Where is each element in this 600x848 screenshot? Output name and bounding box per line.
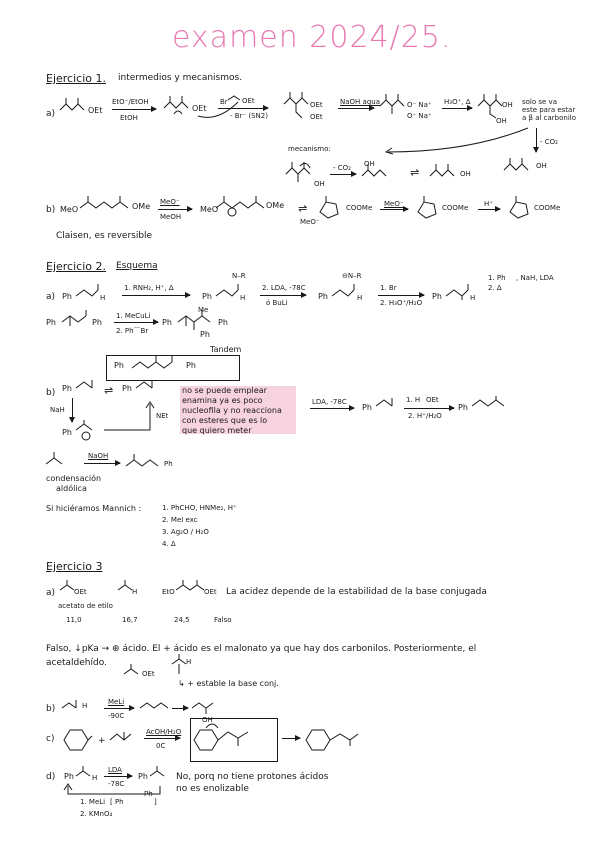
ex3-d-sub1b: [ Ph — [110, 798, 124, 806]
ex3-d-ph2: Ph — [138, 772, 148, 781]
ex1-a-note3: a β al carbonilo — [522, 114, 577, 122]
ex2-a-h2: H — [240, 294, 246, 302]
ex3-false-h: H — [186, 658, 192, 666]
ex3-a-mol1: OEt — [74, 588, 87, 596]
ex1-b-arrow1 — [158, 209, 192, 210]
ex2-a-ph4: Ph — [432, 292, 442, 301]
ex3-c-label: c) — [46, 734, 55, 744]
ex2-a-reag4c: 2. Δ — [488, 284, 502, 292]
ex1-mech-oh3: OH — [460, 170, 471, 178]
ex2-b-net-arrow — [104, 400, 154, 434]
ex2-b-note1: no se puede emplear — [182, 386, 267, 395]
ex3-a-mol3b: OEt — [204, 588, 217, 596]
ex3-b-label: b) — [46, 704, 56, 714]
ex2-b-mol2 — [136, 378, 160, 394]
ex2-b-reag2c: 2. H⁺/H₂O — [408, 412, 442, 420]
ex2-b-nah: NaH — [50, 406, 65, 414]
ex2-a-ph2: Ph — [202, 292, 212, 301]
ex1-mech-oh2: OH — [364, 160, 375, 168]
ex3-d-text2: no es enolizable — [176, 784, 249, 794]
ex2-a-reag2b: ó BuLi — [266, 299, 288, 307]
ex2-a-reag1: 1. RNH₂, H⁺, Δ — [124, 284, 174, 292]
ex2-a-arrow3 — [378, 295, 424, 296]
ex2-a-reag4: 1. Ph — [488, 274, 506, 282]
ex1-b-meo: MeO⁻ — [300, 218, 320, 226]
ex2-heading: Ejercicio 2. — [46, 260, 106, 273]
ex2-b-ph-low: Ph — [62, 428, 72, 437]
ex1-b-start-skeleton — [80, 196, 132, 214]
ex3-false-text2: acetaldehído. — [46, 658, 107, 668]
ex3-false-note: ↳ + estable la base conj. — [178, 679, 279, 688]
ex1-b-reag1b: MeOH — [160, 213, 182, 221]
ex1-a-int1-skeleton — [164, 94, 194, 118]
ex1-a-arrow1 — [112, 109, 156, 110]
ex1-a-final: OH — [536, 162, 547, 170]
ex2-b-arrow2 — [404, 408, 454, 409]
ex3-a-mol3: EtO — [162, 588, 175, 596]
ex2-b-mol3 — [376, 396, 400, 412]
ex1-a-arrow4 — [442, 108, 472, 109]
ex2-b-ph2: Ph — [122, 384, 132, 393]
ex3-b-oh: OH — [202, 716, 213, 724]
ex2-a-nr: N–R — [232, 272, 246, 280]
ex2-c-note2: aldólica — [56, 484, 87, 493]
ex2-b-note2: enamina ya es poco — [182, 396, 263, 405]
ex2-a-arrow1 — [122, 295, 190, 296]
ex1-b-arrow3 — [478, 209, 500, 210]
ex3-false-oet: OEt — [142, 670, 155, 678]
ex3-a-text: La acidez depende de la estabilidad de la base conjugada — [226, 587, 487, 597]
ex2-a-reag5: 1. MeCuLi — [116, 312, 151, 320]
ex2-a-reag4b: , NaH, LDA — [516, 274, 554, 282]
ex1-a-reag2c: - Br⁻ (SN2) — [230, 112, 268, 120]
ex3-b-mol1 — [62, 698, 84, 712]
ex2-a-arrow5 — [114, 322, 158, 323]
ex1-topic: intermedios y mecanismos. — [118, 73, 243, 83]
ex1-b-reag2: MeO⁻ — [384, 200, 404, 208]
ex2-a-arrow2 — [260, 295, 306, 296]
ex2-a-label: a) — [46, 292, 56, 302]
ex3-b-mol3 — [192, 698, 218, 718]
ex2-mannich-3: 3. Ag₂O / H₂O — [162, 528, 209, 536]
ex1-b-equilibrium: ⇌ — [298, 202, 308, 215]
ex1-b-int-end: OMe — [266, 201, 285, 210]
ex2-b-arrow-down — [72, 398, 73, 422]
ex2-a-ph6: Ph — [162, 318, 172, 327]
ex1-b-label: b) — [46, 205, 56, 215]
ex2-a-reag3b: 2. H₃O⁺/H₂O — [380, 299, 423, 307]
ex2-a-mol5-skeleton — [62, 310, 92, 330]
ex3-c-plus: + — [98, 736, 106, 746]
ex3-pka-label: Falso — [214, 616, 232, 624]
ex3-d-reag: LDA — [108, 766, 122, 774]
ex2-b-ph1: Ph — [62, 384, 72, 393]
ex2-b-reag2: 1. H — [406, 396, 421, 404]
ex3-c-reag: AcOH/H₂O — [146, 728, 182, 736]
ex3-b-h: H — [82, 702, 88, 710]
ex3-b-reag: MeLi — [108, 698, 125, 706]
ex2-b-reag1: LDA, -78C — [312, 398, 347, 406]
ex2-b-br-skeleton — [132, 356, 182, 376]
ex1-a-mol1-label: OEt — [88, 106, 103, 115]
ex1-heading: Ejercicio 1. — [46, 72, 106, 85]
ex3-false-text1: Falso, ↓pKa → ⊕ ácido. El + ácido es el malonato ya que hay dos carbonilos. Posteriormente, el — [46, 644, 477, 654]
ex3-c-product — [306, 726, 366, 754]
ex2-tandem: Tandem — [210, 345, 242, 354]
ex1-a-reag1: EtO⁻/EtOH — [112, 98, 149, 106]
ex2-c-mol1 — [46, 452, 70, 468]
ex2-b-mol4 — [472, 396, 508, 412]
ex1-a-int3-skeleton — [380, 94, 410, 120]
ex3-d-reag2: -78C — [108, 780, 125, 788]
ex2-b-arrow1 — [310, 408, 354, 409]
ex1-a-arrow2 — [218, 108, 268, 109]
ex2-a-h4: H — [470, 294, 476, 302]
ex2-b-reag2b: OEt — [426, 396, 439, 404]
ex1-a-int2a: OEt — [310, 101, 323, 109]
ex1-a-int3b: O⁻ Na⁺ — [407, 112, 432, 120]
ex3-b-mol2 — [140, 698, 170, 712]
ex1-b-note: Claisen, es reversible — [56, 231, 153, 241]
ex2-b-net: NEt — [156, 412, 169, 420]
ex3-d-mol2 — [150, 766, 172, 782]
ex1-mech-equilibrium: ⇌ — [410, 166, 420, 179]
ex2-a-me: Me — [198, 306, 209, 314]
ex2-a-reag5b: 2. Ph⌒Br — [116, 327, 149, 335]
ex2-b-note5: que quiero meter — [182, 426, 252, 435]
ex3-c-arrow — [144, 738, 180, 739]
ex1-mech-label: mecanismo: — [288, 145, 331, 153]
ex3-pka3: 24,5 — [174, 616, 190, 624]
ex2-b-note3: nucleofila y no reacciona — [182, 406, 282, 415]
ex2-b-ph4: Ph — [458, 403, 468, 412]
ex1-b-prod1-ring — [316, 196, 346, 220]
ex3-d-sub1d: ] — [154, 798, 157, 806]
ex2-b-mol-low — [76, 420, 100, 442]
ex1-b-prod3: COOMe — [534, 204, 561, 212]
ex2-a-reag3: 1. Br — [380, 284, 397, 292]
ex1-b-reag1: MeO⁻ — [160, 198, 180, 206]
ex1-b-int: MeO — [200, 205, 219, 214]
ex3-d-h: H — [92, 774, 98, 782]
ex2-b-note4: con esteres que es lo — [182, 416, 268, 425]
ex3-d-arrow — [104, 776, 132, 777]
ex1-a-prod1b: OH — [496, 117, 507, 125]
ex1-a-int3a: O⁻ Na⁺ — [407, 101, 432, 109]
ex1-a-reag1b: EtOH — [120, 114, 138, 122]
ex2-mannich-1: 1. PhCHO, HNMe₂, H⁺ — [162, 504, 237, 512]
ex1-a-reag3: NaOH agua — [340, 98, 380, 106]
ex3-false-mol1 — [124, 664, 144, 678]
ex3-pka2: 16,7 — [122, 616, 138, 624]
ex2-b-ph3: Ph — [362, 403, 372, 412]
ex1-a-note2: este para estar — [522, 106, 576, 114]
ex2-mannich-4: 4. Δ — [162, 540, 176, 548]
ex1-a-arrow-down — [536, 128, 537, 152]
ex3-d-sub1c: Ph — [144, 790, 153, 798]
ex2-a-h1: H — [100, 294, 106, 302]
ex2-a-ph1: Ph — [62, 292, 72, 301]
ex1-a-arrow3 — [338, 108, 374, 109]
ex1-b-start: MeO — [60, 205, 79, 214]
ex2-b-ph-br1: Ph — [114, 361, 124, 370]
ex2-b-mol1 — [76, 378, 100, 394]
ex1-b-prod3-ring — [506, 196, 536, 220]
ex1-a-note1: solo se va — [522, 98, 557, 106]
ex2-b-equilibrium: ⇌ — [104, 384, 114, 397]
ex2-c-ph: Ph — [164, 460, 173, 468]
ex3-heading: Ejercicio 3 — [46, 560, 103, 573]
ex1-b-int-skeleton — [216, 196, 268, 220]
ex1-mech-arrow1 — [330, 174, 356, 175]
ex3-b-arrow2 — [172, 708, 188, 709]
ex3-a-mol3-skeleton — [176, 580, 204, 594]
ex1-a-reag2-skeleton — [228, 94, 242, 104]
ex2-topic: Esquema — [116, 261, 158, 271]
ex3-c-arrow2 — [282, 738, 300, 739]
ex2-a-mol3-skeleton — [332, 284, 363, 302]
ex3-d-text1: No, porq no tiene protones ácidos — [176, 772, 329, 782]
ex3-c-reag2: 0C — [156, 742, 166, 750]
ex3-a-mol2: H — [132, 588, 138, 596]
ex1-b-start-end: OMe — [132, 202, 151, 211]
ex3-c-intermediate — [196, 722, 266, 756]
ex1-a-mol1-skeleton — [60, 96, 90, 116]
ex1-a-label: a) — [46, 109, 56, 119]
ex3-a-label: a) — [46, 588, 56, 598]
ex2-mannich-2: 2. MeI exc — [162, 516, 198, 524]
ex2-b-ph-br2: Ph — [186, 361, 196, 370]
page-title: examen 2024/25. — [172, 20, 452, 55]
ex3-b-reag2: -90C — [108, 712, 125, 720]
ex1-b-prod2-ring — [414, 196, 444, 220]
ex2-a-ph3: Ph — [318, 292, 328, 301]
ex1-a-reag4: H₃O⁺, Δ — [444, 98, 471, 106]
ex2-b-label: b) — [46, 388, 56, 398]
ex1-a-reag2: Br — [220, 98, 228, 106]
ex2-a-ph5: Ph — [46, 318, 56, 327]
ex2-mannich-intro: Si hiciéramos Mannich : — [46, 504, 142, 513]
ex1-b-arrow2 — [380, 209, 408, 210]
ex3-c-ring1 — [64, 726, 94, 754]
ex1-a-co2: - CO₂ — [540, 138, 558, 146]
ex3-d-sub1: 1. MeLi — [80, 798, 106, 806]
ex3-d-ph: Ph — [64, 772, 74, 781]
ex3-c-enone — [110, 728, 136, 744]
ex2-a-nr2: ⊖N–R — [342, 272, 362, 280]
ex1-a-prod1a: OH — [502, 101, 513, 109]
ex3-a-sub1: acetato de etilo — [58, 602, 113, 610]
ex2-c-note1: condensación — [46, 474, 102, 483]
ex1-mech-oh1: OH — [314, 180, 325, 188]
ex3-b-arrow — [104, 708, 134, 709]
ex1-b-prod2: COOMe — [442, 204, 469, 212]
ex2-a-reag2: 2. LDA, -78C — [262, 284, 306, 292]
ex1-mech-co2: - CO₂ — [333, 164, 351, 172]
ex2-c-reag: NaOH — [88, 452, 109, 460]
ex2-c-mol2 — [126, 454, 166, 470]
ex1-a-int2b: OEt — [310, 113, 323, 121]
ex1-b-reag3: H⁺ — [484, 200, 493, 208]
ex1-a-int1-label: OEt — [192, 104, 207, 113]
ex3-d-sub2: 2. KMnO₄ — [80, 810, 113, 818]
ex3-pka1: 11,0 — [66, 616, 82, 624]
ex2-a-ph5b: Ph — [92, 318, 102, 327]
ex2-c-arrow — [84, 463, 120, 464]
ex2-a-ph6c: Ph — [200, 330, 210, 339]
ex1-b-prod1: COOMe — [346, 204, 373, 212]
ex2-a-h3: H — [357, 294, 363, 302]
ex1-a-reag2b: OEt — [242, 97, 255, 105]
ex1-a-mech-return-arrow — [380, 126, 530, 156]
ex2-a-ph6b: Ph — [218, 318, 228, 327]
ex3-d-label: d) — [46, 772, 56, 782]
